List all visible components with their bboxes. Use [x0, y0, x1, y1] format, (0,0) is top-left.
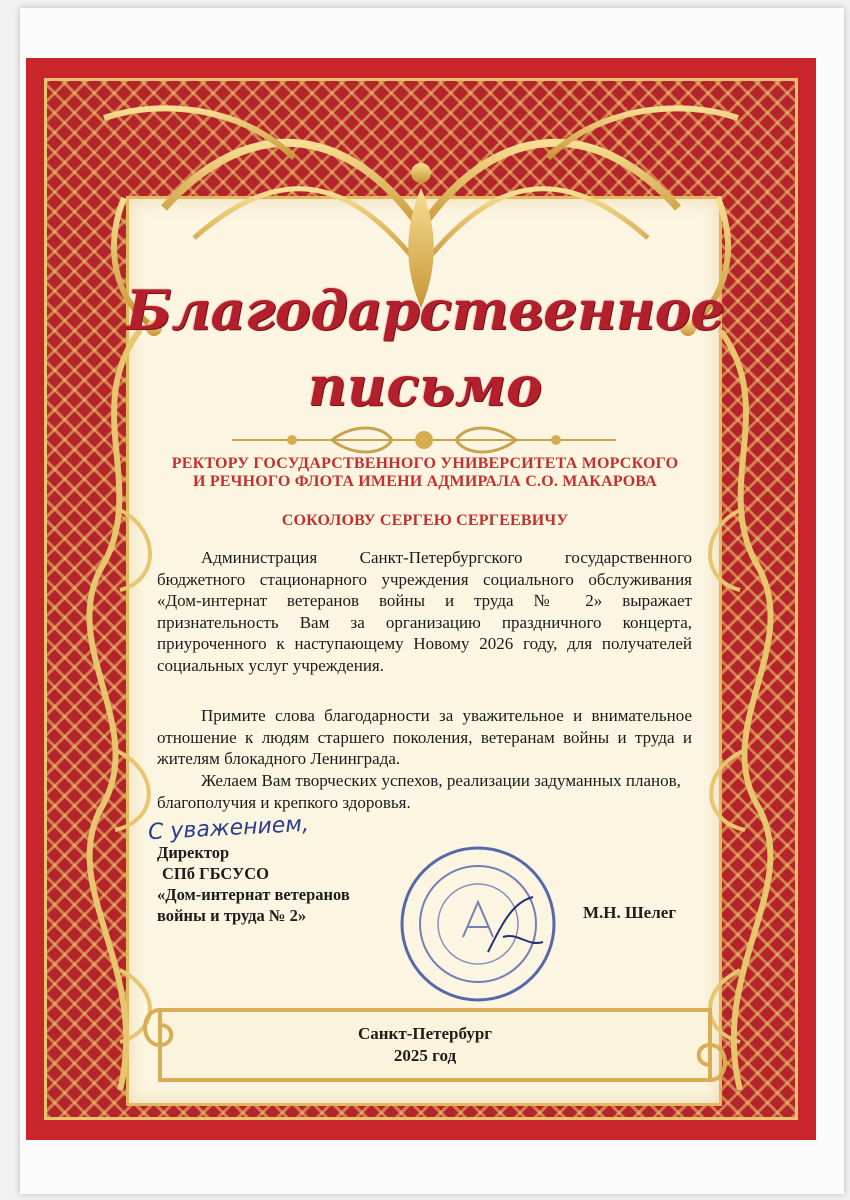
- director-org-line-2: «Дом-интернат ветеранов: [157, 885, 350, 904]
- official-seal-icon: [393, 842, 563, 1007]
- director-title: Директор: [157, 843, 230, 862]
- director-org-line-1: СПб ГБСУСО: [162, 864, 269, 883]
- year-label: 2025 год: [393, 1046, 457, 1065]
- title-line-1: Благодарственное: [125, 278, 725, 342]
- divider-ornament-icon: [232, 422, 616, 458]
- body-paragraph-2: Примите слова благодарности за уважительное и внимательное отношение к людям старшего поколения, ветеранам войны и труда и жителям блокадного Ленинграда.: [157, 706, 692, 768]
- body-paragraph-3: Желаем Вам творческих успехов, реализации задуманных планов, благополучия и крепкого здоровья.: [157, 771, 681, 812]
- director-org-line-3: войны и труда № 2»: [157, 906, 307, 925]
- director-name: М.Н. Шелег: [583, 903, 677, 922]
- recipient-title-line-1: РЕКТОРУ ГОСУДАРСТВЕННОГО УНИВЕРСИТЕТА МОРСКОГО: [171, 455, 679, 472]
- body-paragraph-1: Администрация Санкт-Петербургского государственного бюджетного стационарного учреждения социального обслуживания «Дом-интернат ветеранов войны и труда № 2» выражает признательность Вам за организацию праздничного концерта, приуроченного к наступающему Новому 2026 году, для получателей социальных услуг учреждения.: [157, 548, 692, 675]
- title-line-2: письмо: [307, 354, 543, 418]
- recipient-title-line-2: И РЕЧНОГО ФЛОТА ИМЕНИ АДМИРАЛА С.О. МАКАРОВА: [192, 473, 658, 490]
- left-swirl-ornament-icon: [60, 330, 170, 1090]
- city-label: Санкт-Петербург: [357, 1024, 493, 1043]
- recipient-name: СОКОЛОВУ СЕРГЕЮ СЕРГЕЕВИЧУ: [281, 512, 569, 529]
- handwritten-greeting: С уважением,: [147, 811, 310, 846]
- right-swirl-ornament-icon: [690, 330, 800, 1090]
